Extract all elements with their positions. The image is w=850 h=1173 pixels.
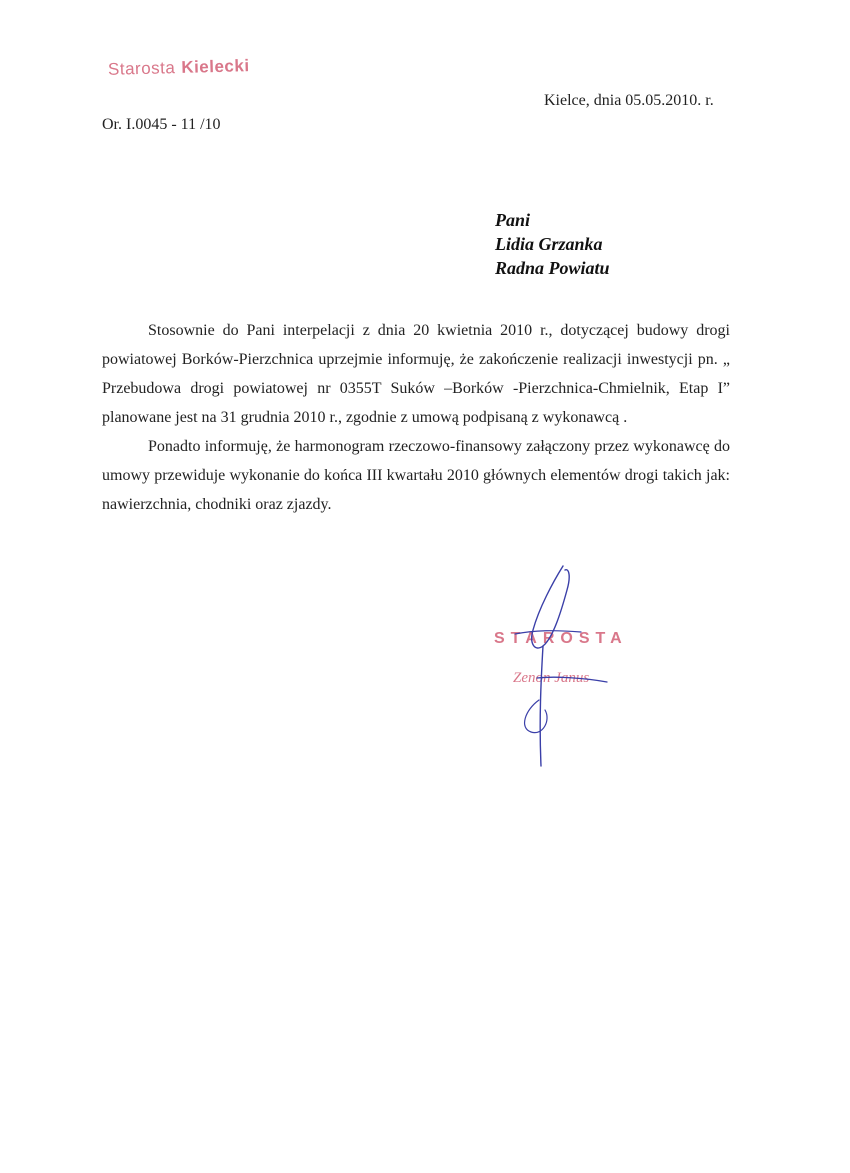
body-paragraph-2: Ponadto informuję, że harmonogram rzeczowo-finansowy załączony przez wykonawcę do umowy przewiduje wykonanie do końca III kwartału 2010 głównych elementów drogi takich jak: nawierzchnia, chodniki oraz zjazdy. — [102, 438, 730, 513]
signer-name-stamp: Zenon Janus — [513, 670, 590, 686]
reference-number: Or. I.0045 - 11 /10 — [102, 116, 221, 133]
office-header-stamp — [108, 56, 250, 80]
recipient-block — [495, 208, 610, 280]
recipient-title: Radna Powiatu — [495, 258, 610, 278]
recipient-salutation: Pani — [495, 210, 531, 230]
stamp-word-starosta: Starosta — [107, 58, 176, 79]
handwritten-signature — [495, 560, 635, 775]
body-paragraph-1: Stosownie do Pani interpelacji z dnia 20 kwietnia 2010 r., dotyczącej budowy drogi powiatowej Borków-Pierzchnica uprzejmie informuję, że zakończenie realizacji inwestycji pn. „ Przebudowa drogi powiatowej nr 0355T Suków –Borków -Pierzchnica-Chmielnik, Etap I” planowane jest na 31 grudnia 2010 r., zgodnie z umową podpisaną z wykonawcą . — [102, 322, 730, 426]
recipient-name: Lidia Grzanka — [495, 234, 603, 254]
stamp-word-kielecki: Kielecki — [181, 56, 250, 77]
date-line: Kielce, dnia 05.05.2010. r. — [544, 92, 714, 109]
signature-title-stamp: STAROSTA — [494, 630, 628, 647]
letter-body — [102, 316, 730, 519]
